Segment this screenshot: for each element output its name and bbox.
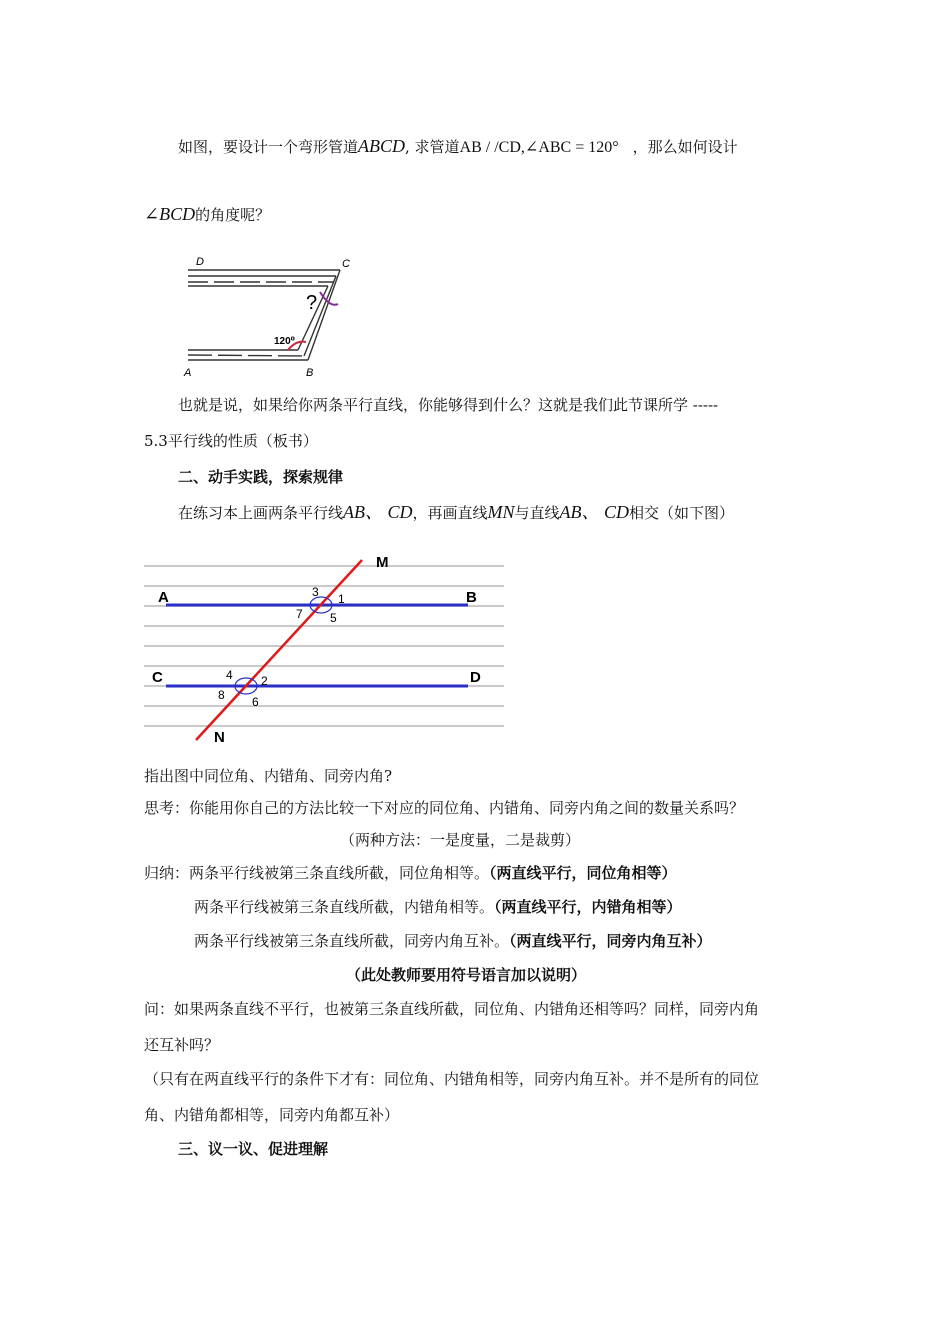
- pipe-angle-label: 120⁰: [274, 336, 296, 347]
- intro-text-1: 如图，要设计一个弯形管道: [178, 138, 359, 156]
- para2-line-1: 也就是说，如果给你两条平行直线，你能够得到什么？这就是我们此节课所学 -----: [178, 396, 719, 414]
- intro-line-1: [178, 136, 738, 157]
- pipe-label-a: A: [184, 367, 192, 379]
- pipe-question-mark: ?: [306, 292, 318, 314]
- angle-label-8: 8: [218, 688, 225, 702]
- task-text-1: 在练习本上画两条平行线: [178, 504, 344, 522]
- summary-bold-1: （两直线平行，同位角相等）: [489, 864, 677, 882]
- line-mn: [196, 560, 362, 740]
- summary-line-1: [144, 862, 677, 883]
- summary-text-1: 两条平行线被第三条直线所截，同位角相等。: [189, 864, 490, 882]
- intro-math-bcd: ∠BCD: [144, 204, 196, 224]
- intro-text-2: , 求管道: [405, 138, 460, 156]
- task-text-4: 相交（如下图）: [629, 504, 735, 522]
- section2-title: 二、动手实践，探索规律: [178, 468, 344, 486]
- task-text-2: ，再画直线: [412, 504, 488, 522]
- summary-text-2: 两条平行线被第三条直线所截，内错角相等。: [194, 898, 495, 916]
- summary-line-3: [194, 930, 712, 951]
- summary-text-3: 两条平行线被第三条直线所截，同旁内角互补。: [194, 932, 510, 950]
- label-m: M: [376, 554, 389, 571]
- label-d: D: [470, 669, 481, 686]
- summary-prefix: 归纳：: [144, 864, 190, 882]
- intro-text-4: 的角度呢？: [195, 206, 271, 224]
- label-a: A: [158, 589, 169, 606]
- question-2: 思考：你能用你自己的方法比较一下对应的同位角、内错角、同旁内角之间的数量关系吗？: [144, 799, 745, 817]
- angle-label-7: 7: [296, 607, 303, 621]
- summary-line-2: [194, 896, 682, 917]
- pipe-label-d: D: [196, 256, 204, 268]
- angle-label-3: 3: [312, 585, 319, 599]
- intro-math-condition: AB / /CD,∠ABC = 120°: [459, 139, 619, 156]
- transversal-figure: [144, 548, 506, 744]
- angle-label-5: 5: [330, 611, 337, 625]
- task-text-3: 与直线: [514, 504, 560, 522]
- summary-bold-3: （两直线平行，同旁内角互补）: [509, 932, 712, 950]
- pipe-label-b: B: [306, 367, 314, 379]
- answer-line-2: 角、内错角都相等，同旁内角都互补）: [144, 1106, 400, 1124]
- angle-label-6: 6: [252, 695, 259, 709]
- angle-label-2: 2: [261, 674, 268, 688]
- label-n: N: [214, 729, 225, 744]
- label-c: C: [152, 669, 163, 686]
- question-1: 指出图中同位角、内错角、同旁内角?: [144, 767, 393, 785]
- summary-bold-2: （两直线平行，内错角相等）: [494, 898, 682, 916]
- intro-math-abcd: ABCD: [358, 136, 406, 156]
- angle-label-4: 4: [226, 668, 233, 682]
- label-b: B: [466, 589, 477, 606]
- pipe-figure: [178, 252, 378, 382]
- task-math-2: AB、 CD: [559, 502, 630, 522]
- task-math-1: AB、 CD: [343, 502, 413, 522]
- angle-label-1: 1: [338, 592, 345, 606]
- methods-note: （两种方法：一是度量，二是裁剪）: [340, 831, 581, 849]
- intro-line-2: [144, 204, 270, 225]
- ruled-lines: [144, 566, 504, 726]
- ask-line-2: 还互补吗？: [144, 1036, 220, 1054]
- para2-line-2: 5.3平行线的性质（板书）: [144, 432, 318, 450]
- intro-text-3: ，那么如何设计: [632, 138, 738, 156]
- section3-title: 三、议一议、促进理解: [178, 1140, 329, 1158]
- teacher-note: （此处教师要用符号语言加以说明）: [346, 966, 587, 984]
- pipe-label-c: C: [342, 258, 350, 270]
- answer-line-1: （只有在两直线平行的条件下才有：同位角、内错角相等，同旁内角互补。并不是所有的同位: [144, 1070, 760, 1088]
- task-line: [178, 498, 734, 524]
- task-math-mn: MN: [487, 502, 515, 522]
- ask-line-1: 问：如果两条直线不平行，也被第三条直线所截，同位角、内错角还相等吗？同样，同旁内角: [144, 1000, 760, 1018]
